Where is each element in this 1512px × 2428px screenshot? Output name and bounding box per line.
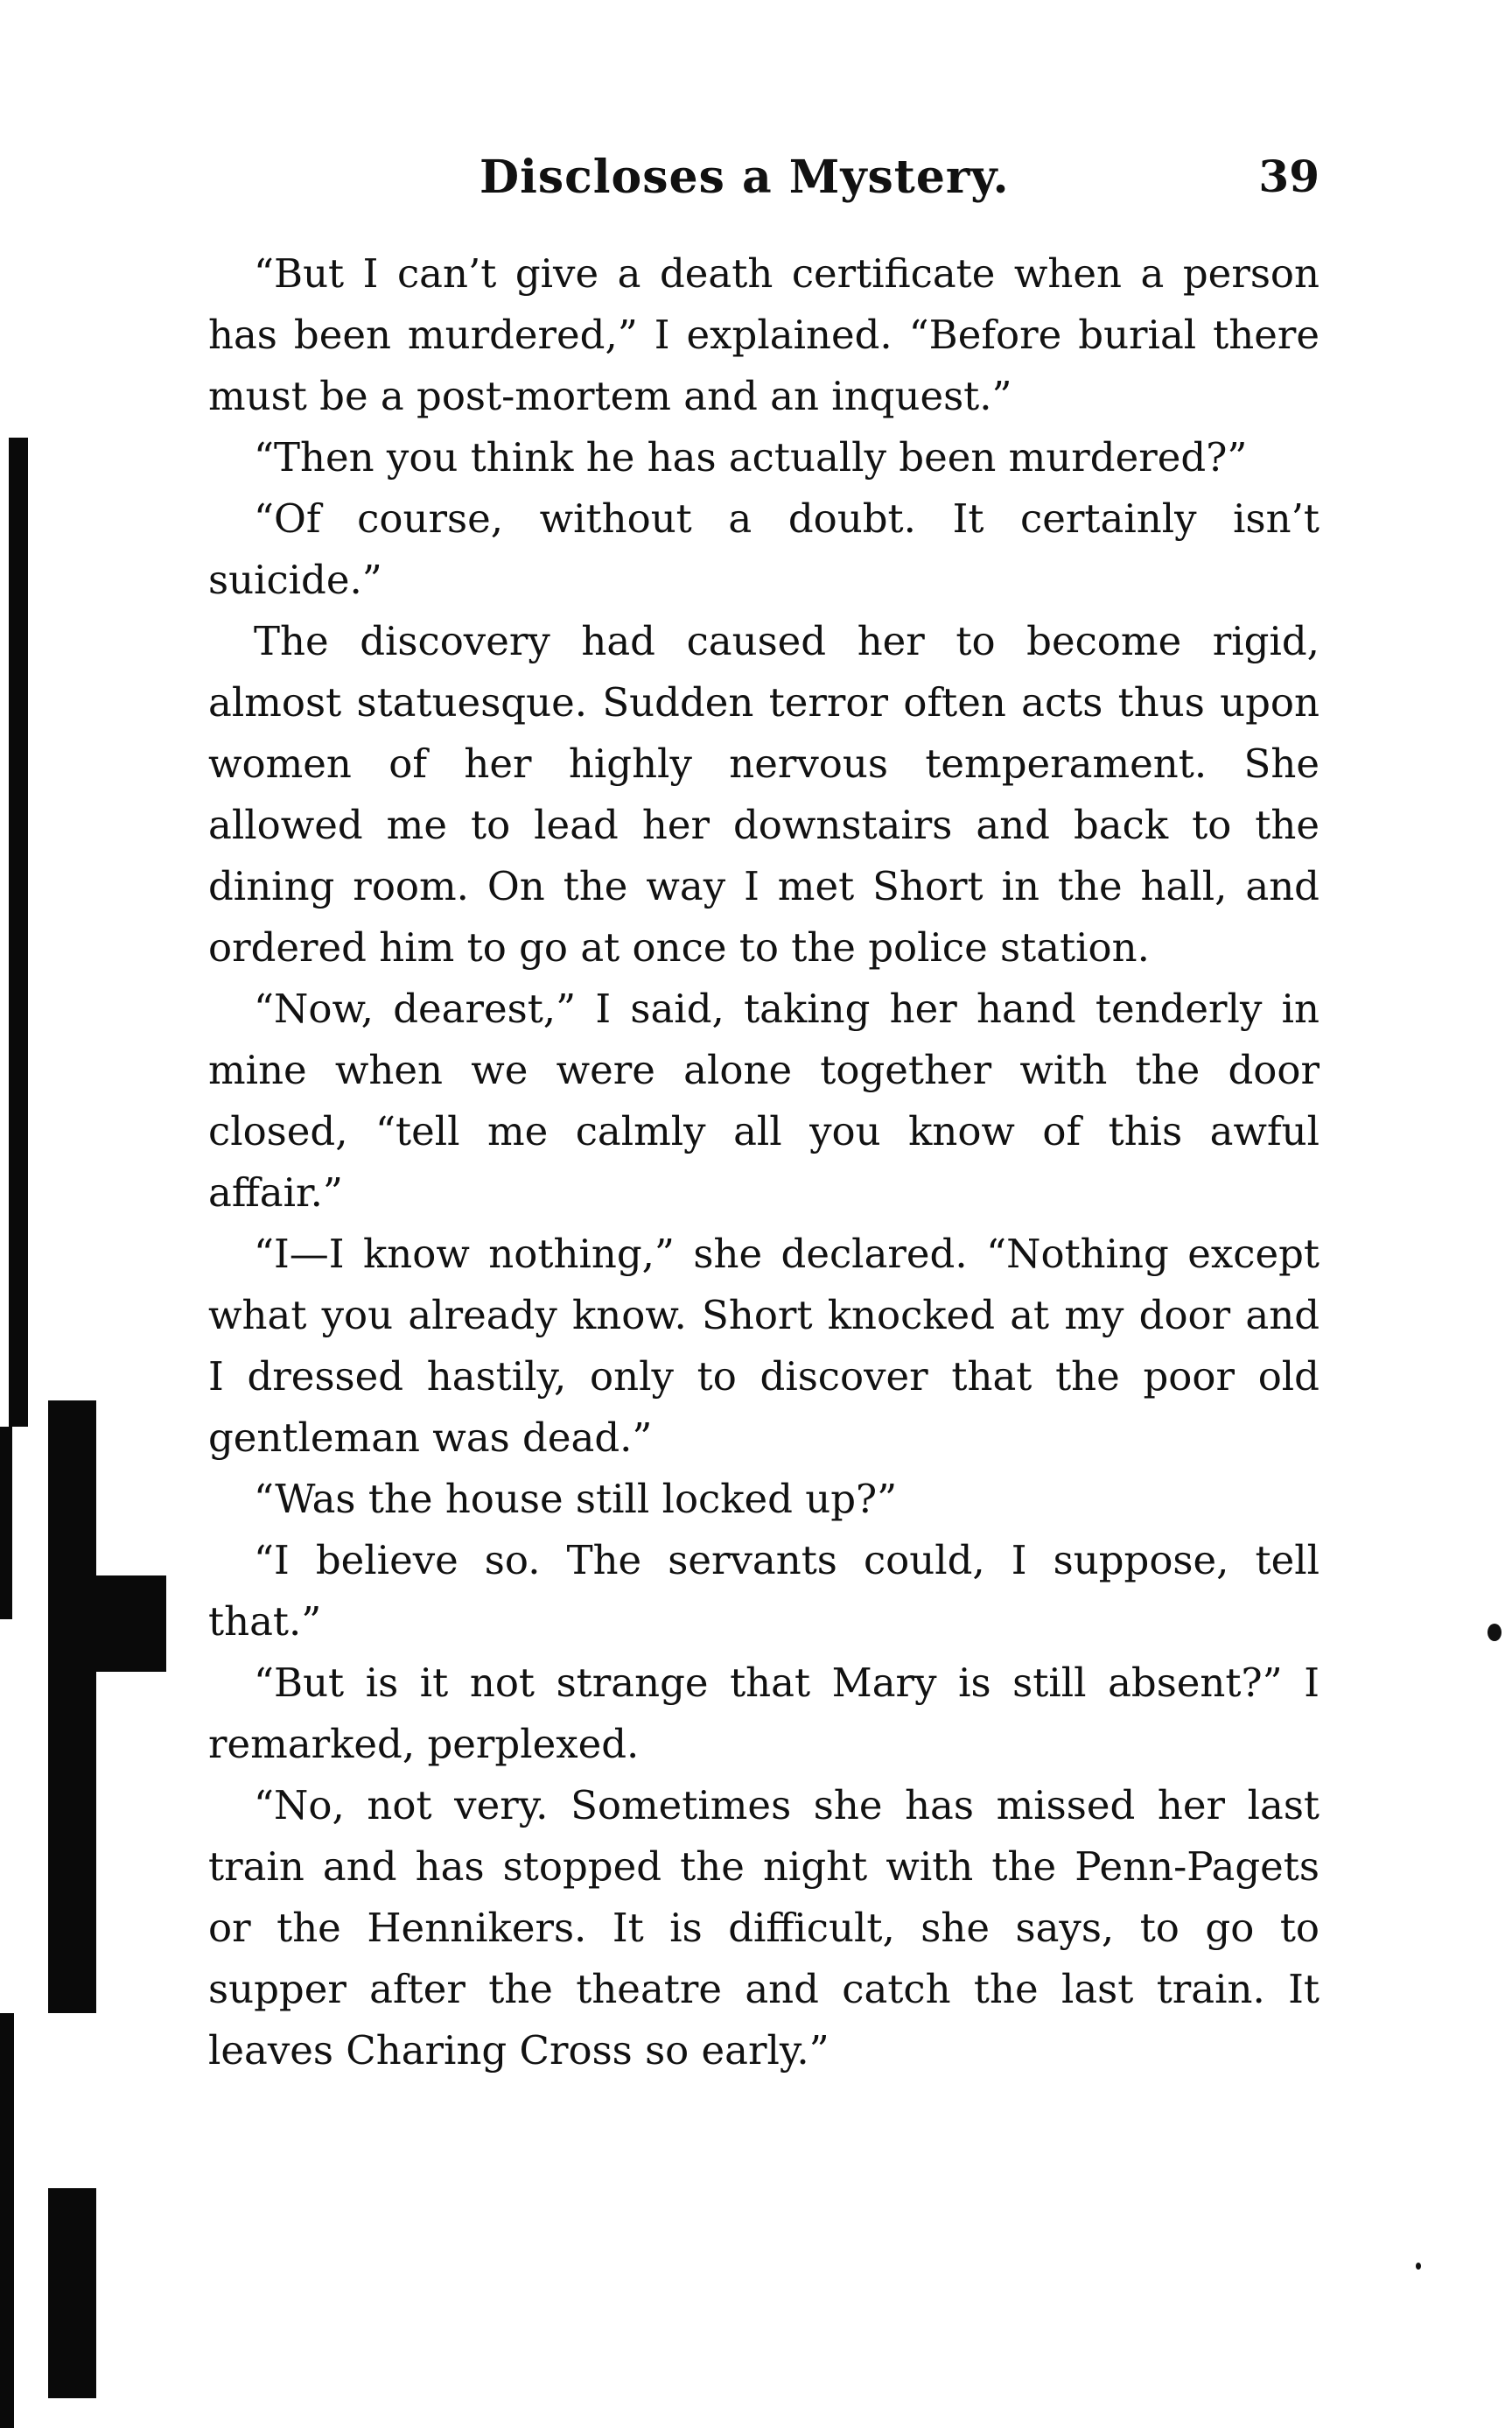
- paragraph: “But I can’t give a death certificate when a person has been murdered,” I explained. “Before burial there must be a post-mortem and an inquest.”: [208, 250, 1320, 419]
- scan-edge-artifact: [9, 438, 28, 1427]
- scan-edge-artifact: [92, 1575, 166, 1672]
- scan-edge-artifact: [0, 2013, 14, 2428]
- paragraph: “Was the house still locked up?”: [254, 1476, 898, 1522]
- ink-speck: [1488, 1624, 1502, 1641]
- paragraph: “No, not very. Sometimes she has missed her last train and has stopped the night with the Penn-Pagets or the Hennikers. It is difficult, she says, to go to supper after the theatre and catch the last train. It leaves Charing Cross so early.”: [208, 1782, 1320, 2074]
- paragraph: “Of course, without a doubt. It certainly isn’t suicide.”: [208, 495, 1320, 603]
- paragraph: “Now, dearest,” I said, taking her hand tenderly in mine when we were alone together with the door closed, “tell me calmly all you know of this awful affair.”: [208, 986, 1320, 1216]
- ink-speck: [1416, 2263, 1421, 2270]
- running-title: Discloses a Mystery.: [480, 151, 1010, 204]
- paragraph: “But is it not strange that Mary is still absent?” I remarked, perplexed.: [208, 1660, 1320, 1767]
- page-number: 39: [1258, 151, 1320, 202]
- paragraph: “I—I know nothing,” she declared. “Nothing except what you already know. Short knocked at my door and I dressed hastily, only to discover that the poor old gentleman was dead.”: [208, 1231, 1320, 1461]
- paragraph: The discovery had caused her to become rigid, almost statuesque. Sudden terror often acts thus upon women of her highly nervous temperament. She allowed me to lead her downstairs and back to the dining room. On the way I met Short in the hall, and ordered him to go at once to the police station.: [208, 618, 1320, 971]
- page-header: [208, 151, 1320, 212]
- paragraph: “I believe so. The servants could, I suppose, tell that.”: [208, 1537, 1320, 1645]
- scan-edge-artifact: [48, 1400, 96, 2013]
- scan-edge-artifact: [48, 2188, 96, 2398]
- scan-edge-artifact: [0, 1427, 12, 1619]
- body-text: [208, 243, 1320, 2081]
- paragraph: “Then you think he has actually been murdered?”: [254, 434, 1248, 481]
